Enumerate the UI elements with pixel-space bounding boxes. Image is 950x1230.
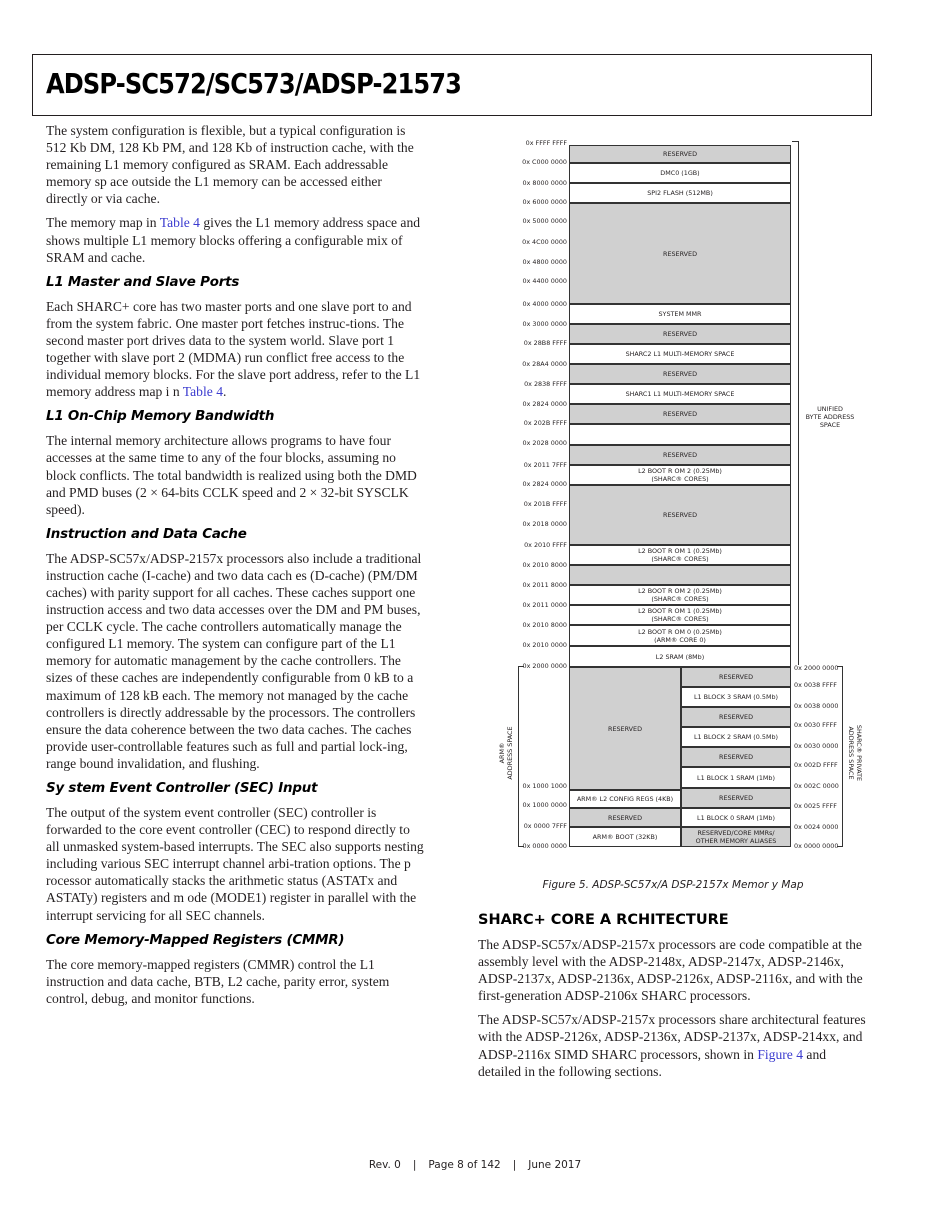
memory-block-reserved: RESERVED: [569, 485, 791, 545]
text: Each SHARC+ core has two master ports and one slave port to and from the system fabric. One master port fetches instruc-tions. The second master port drives data to the system world. Slave port 1 together with slave port 2 (MDMA) run conflict free access to the individual memory blocks. For the slave port address, refer to the L1 memory address map i n: [46, 298, 421, 400]
address-label: 0x 8000 0000: [522, 179, 567, 187]
memory-block-arm-l2-config: ARM® L2 CONFIG REGS (4KB): [569, 790, 681, 808]
address-label: 0x 6000 0000: [522, 198, 567, 206]
address-label: 0x 0038 FFFF: [794, 681, 837, 689]
memory-block-reserved: RESERVED: [681, 747, 791, 767]
memory-block-l2-boot-rom-1: L2 BOOT R OM 1 (0.25Mb) (SHARC® CORES): [569, 605, 791, 625]
address-label: 0x 4C00 0000: [522, 238, 567, 246]
address-label: 0x C000 0000: [522, 158, 567, 166]
separator: |: [512, 1159, 517, 1171]
paragraph-cmmr: The core memory-mapped registers (CMMR) control the L1 instruction and data cache, BTB, L2 cache, parity error, system control, debug, and monitor functions.: [46, 956, 390, 1006]
unified-space-label: UNIFIED BYTE ADDRESS SPACE: [805, 405, 855, 429]
unified-space-bracket: [792, 141, 799, 665]
memory-block-dmc0: DMC0 (1GB): [569, 163, 791, 183]
document-header: [32, 54, 872, 116]
memory-block-reserved: RESERVED: [681, 707, 791, 727]
paragraph-bandwidth: The internal memory architecture allows programs to have four accesses at the same time to any of the four blocks, assuming no block conflicts. The total bandwidth is realized using both the DMD and PMD buses (2 × 64-bits CCLK speed and 2 × 32-bit SYSCLK speed).: [46, 433, 417, 517]
address-label: 0x 4800 0000: [522, 258, 567, 266]
sharc-space-label: SHARC® PRIVATE ADDRESS SPACE: [847, 724, 863, 782]
text: The ADSP-SC57x/ADSP-2157x processors share architectural features with the ADSP-2126x, ADSP-2136x, ADSP-2137x, ADSP-214xx, and ADSP-2116x SIMD SHARC processors, shown in: [478, 1012, 866, 1062]
heading-bandwidth: L1 On-Chip Memory Bandwidth: [46, 409, 275, 425]
address-label: 0x 5000 0000: [522, 217, 567, 225]
address-label: 0x 002C 0000: [794, 782, 839, 790]
address-label: 0x 202B FFFF: [523, 419, 567, 427]
memory-block-arm-boot: ARM® BOOT (32KB): [569, 827, 681, 847]
address-label: 0x 2028 0000: [522, 439, 567, 447]
document-title: ADSP-SC572/SC573/ADSP-21573: [46, 67, 462, 100]
address-label: 0x 2011 0000: [522, 601, 567, 609]
paragraph-memory-map: [46, 214, 426, 265]
memory-block-l2-boot-rom-0: L2 BOOT R OM 0 (0.25Mb) (ARM® CORE 0): [569, 625, 791, 646]
left-column: [46, 122, 426, 1014]
table-4-link[interactable]: Table 4: [159, 215, 200, 231]
address-label: 0x 2011 8000: [522, 581, 567, 589]
memory-block-core-mmrs: RESERVED/CORE MMRs/ OTHER MEMORY ALIASES: [681, 827, 791, 847]
right-column: [478, 910, 868, 1087]
text: gives the L1 memory address space and shows multiple L1 memory blocks offering a configurable mix of SRAM and cache.: [46, 215, 421, 265]
address-label: 0x 0000 7FFF: [523, 822, 567, 830]
heading-cache: Instruction and Data Cache: [46, 526, 247, 542]
memory-block-reserved: RESERVED: [569, 145, 791, 163]
figure-caption: Figure 5. ADSP-SC57x/A DSP-2157x Memor y Map: [542, 879, 804, 891]
address-label: 0x 0000 0000: [522, 842, 567, 850]
arm-space-label: ARM® ADDRESS SPACE: [498, 726, 514, 780]
address-label: 0x 0000 0000: [794, 842, 839, 850]
separator: |: [412, 1159, 417, 1171]
memory-block-l2-sram: L2 SRAM (8Mb): [569, 646, 791, 667]
heading-sec: Sy stem Event Controller (SEC) Input: [46, 781, 318, 796]
address-label: 0x 2010 0000: [522, 641, 567, 649]
address-label: 0x 0038 0000: [794, 702, 839, 710]
memory-block-reserved: RESERVED: [569, 324, 791, 344]
address-label: 0x 2018 0000: [522, 520, 567, 528]
memory-block-l2-boot-rom-2: L2 BOOT R OM 2 (0.25Mb) (SHARC® CORES): [569, 465, 791, 485]
memory-block-l2-boot-rom-1: L2 BOOT R OM 1 (0.25Mb) (SHARC® CORES): [569, 545, 791, 565]
address-label: 0x 201B FFFF: [523, 500, 567, 508]
memory-block-reserved: RESERVED: [681, 667, 791, 687]
text: .: [223, 384, 227, 400]
memory-block-reserved: RESERVED: [569, 203, 791, 304]
memory-block-reserved-blank: [569, 565, 791, 585]
address-label: 0x 4400 0000: [522, 277, 567, 285]
address-label: 0x 0030 0000: [794, 742, 839, 750]
address-label: 0x 2011 7FFF: [523, 461, 567, 469]
memory-block-reserved: RESERVED: [569, 445, 791, 465]
text: The memory map in: [46, 215, 160, 231]
heading-sharc-core-architecture: SHARC+ CORE A RCHITECTURE: [478, 912, 729, 928]
paragraph-ports: [46, 298, 426, 401]
paragraph-compatibility: The ADSP-SC57x/ADSP-2157x processors are code compatible at the assembly level with the ADSP-2148x, ADSP-2147x, ADSP-2146x, ADSP-2137x, ADSP-2136x, ADSP-2126x, ADSP-2116x, and with the first-generation ADSP-2106x SHARC processors.: [478, 937, 863, 1004]
address-label: 0x 0024 0000: [794, 823, 839, 831]
paragraph-sec: The output of the system event controller (SEC) controller is forwarded to the core event controller (CEC) to respond directly to all unmasked system-based interrupts. The SEC also supports nesting including various SEC interrupt channel arbi-tration options. The p rocessor automatically stacks the arithmetic status (ASTATx and ASTATy) registers and m ode (MODE1) register in parallel with the interrupt servicing for all SEC channels.: [46, 805, 424, 923]
address-label: 0x 2010 8000: [522, 621, 567, 629]
memory-block-sharc1-l1: SHARC1 L1 MULTI-MEMORY SPACE: [569, 384, 791, 404]
paragraph-config: The system configuration is flexible, but a typical configuration is 512 Kb DM, 128 Kb PM, and 128 Kb of instruction cache, with the remaining L1 memory configured as SRAM. Each addressable memory sp ace outside the L1 memory can be accessed either directly or via cache.: [46, 123, 414, 207]
paragraph-cache: The ADSP-SC57x/ADSP-2157x processors also include a traditional instruction cache (I-cache) and two data cach es (D-cache) (PM/DM caches) with parity support for all caches. These caches support one instruction access and two data accesses over the DM and PM buses, per CCLK cycle. The cache controllers automatically manage the configured L1 memory. The system can configure part of the L1 memory for automatic management by the cache controllers. The sizes of these caches are independently configurable from 0 kB to a maximum of 128 kB each. The memory not managed by the cache controllers is directly addressable by the processors. The controllers ensure the data coherence between the two data caches. The caches provide user-controllable features such as full and partial lock-ing, range bound invalidation, and flushing.: [46, 550, 422, 771]
memory-block-reserved: RESERVED: [569, 364, 791, 384]
address-label: 0x 2010 8000: [522, 561, 567, 569]
page-footer: [0, 1159, 950, 1171]
memory-block-l1-block-0: L1 BLOCK 0 SRAM (1Mb): [681, 808, 791, 827]
memory-block-l1-block-1: L1 BLOCK 1 SRAM (1Mb): [681, 767, 791, 788]
memory-block-spi2-flash: SPI2 FLASH (512MB): [569, 183, 791, 203]
sharc-space-bracket: [837, 666, 843, 847]
publication-date: June 2017: [528, 1159, 582, 1171]
figure-4-link[interactable]: Figure 4: [757, 1046, 804, 1062]
address-label: 0x 0030 FFFF: [794, 721, 837, 729]
address-label: 0x 2000 0000: [794, 664, 839, 672]
address-label: 0x 2010 FFFF: [524, 541, 567, 549]
memory-block-l1-block-2: L1 BLOCK 2 SRAM (0.5Mb): [681, 727, 791, 747]
address-label: 0x 2824 0000: [522, 400, 567, 408]
memory-block-reserved: RESERVED: [681, 788, 791, 808]
address-label: 0x 28B8 FFFF: [523, 339, 567, 347]
address-label: 0x 2838 FFFF: [524, 380, 567, 388]
text: and detailed in the following sections.: [478, 1046, 827, 1079]
memory-block-reserved: RESERVED: [569, 808, 681, 827]
address-label: 0x 2824 0000: [522, 480, 567, 488]
address-label: 0x 2000 0000: [522, 662, 567, 670]
address-label: 0x 28A4 0000: [522, 360, 567, 368]
arm-space-bracket: [518, 666, 524, 847]
memory-block-reserved: RESERVED: [569, 667, 681, 790]
memory-block-sharc2-l1: SHARC2 L1 MULTI-MEMORY SPACE: [569, 344, 791, 364]
memory-block-l1-block-3: L1 BLOCK 3 SRAM (0.5Mb): [681, 687, 791, 707]
address-label: 0x 4000 0000: [522, 300, 567, 308]
address-label: 0x FFFF FFFF: [525, 139, 567, 147]
address-label: 0x 002D FFFF: [794, 761, 838, 769]
address-label: 0x 1000 0000: [522, 801, 567, 809]
address-label: 0x 3000 0000: [522, 320, 567, 328]
address-label: 0x 0025 FFFF: [794, 802, 837, 810]
page-number: Page 8 of 142: [428, 1159, 501, 1171]
heading-cmmr: Core Memory-Mapped Registers (CMMR): [46, 932, 345, 948]
paragraph-architecture: [478, 1011, 868, 1079]
memory-block-reserved: RESERVED: [569, 404, 791, 424]
memory-block-system-mmr: SYSTEM MMR: [569, 304, 791, 324]
revision: Rev. 0: [368, 1159, 401, 1171]
table-4-link[interactable]: Table 4: [182, 384, 223, 400]
memory-block-l2-boot-rom-2: L2 BOOT R OM 2 (0.25Mb) (SHARC® CORES): [569, 585, 791, 605]
memory-block-empty: [569, 424, 791, 445]
heading-master-slave-ports: L1 Master and Slave Ports: [46, 274, 240, 290]
address-label: 0x 1000 1000: [522, 782, 567, 790]
